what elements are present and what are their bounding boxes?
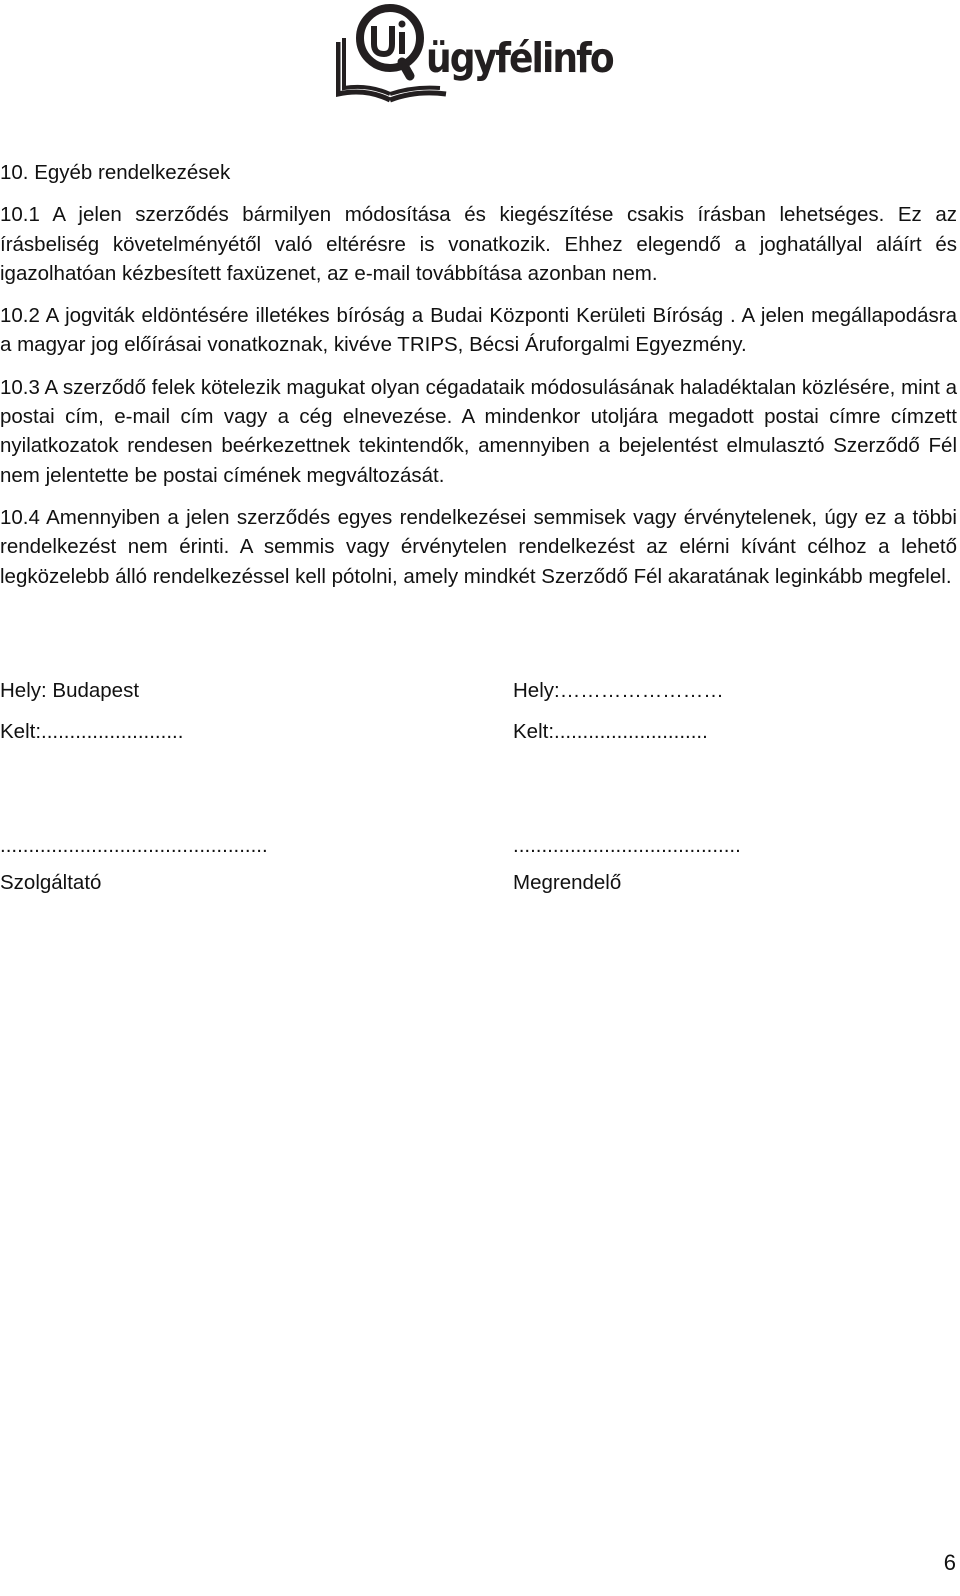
left-date: Kelt:......................... (0, 720, 184, 743)
clause-10-3: 10.3 A szerződő felek kötelezik magukat olyan cégadataik módosulásának haladéktalan közlésére, mint a postai cím, e-mail cím vagy a cég elnevezése. A mindenkor utoljára megadott postai címre címzett nyilatkozatok rendesen beérkezettnek tekintendők, amennyiben a bejelentést elmulasztó Szerződő Fél nem jelentette be postai címének megváltozását. (0, 375, 957, 487)
section-heading: 10. Egyéb rendelkezések (0, 161, 231, 184)
right-date: Kelt:........................... (513, 720, 708, 743)
right-place: Hely:…………………… (513, 679, 724, 702)
clause-10-2: 10.2 A jogviták eldöntésére illetékes bíróság a Budai Központi Kerületi Bíróság . A jelen megállapodásra a magyar jog előírásai vonatkoznak, kivéve TRIPS, Bécsi Áruforgalmi Egyezmény. (0, 304, 957, 357)
left-place: Hely: Budapest (0, 679, 140, 702)
page-number: 6 (943, 1550, 956, 1575)
clause-10-1: 10.1 A jelen szerződés bármilyen módosítása és kiegészítése csakis írásban lehetséges. Ez az írásbeliség követelményétől való eltérésre is vonatkozik. Ehhez elegendő a joghatállyal aláírt és igazolhatóan kézbesített faxüzenet, az e-mail továbbítása azonban nem. (0, 203, 957, 285)
left-signature-line: ............................................... (0, 834, 268, 857)
right-role: Megrendelő (513, 871, 622, 894)
right-signature-line: ........................................ (513, 834, 741, 857)
clause-10-4: 10.4 Amennyiben a jelen szerződés egyes rendelkezései semmisek vagy érvénytelenek, úgy ez a többi rendelkezést nem érinti. A semmis vagy érvénytelen rendelkezést az elérni kívánt célhoz a lehető legközelebb álló rendelkezéssel kell pótolni, amely mindkét Szerződő Fél akaratának leginkább megfelel. (0, 505, 957, 588)
ugyfelinfo-logo (336, 2, 616, 104)
left-role: Szolgáltató (0, 871, 102, 894)
section-10 (0, 158, 957, 604)
logo-wordmark: ügyfélinfo (426, 34, 613, 82)
